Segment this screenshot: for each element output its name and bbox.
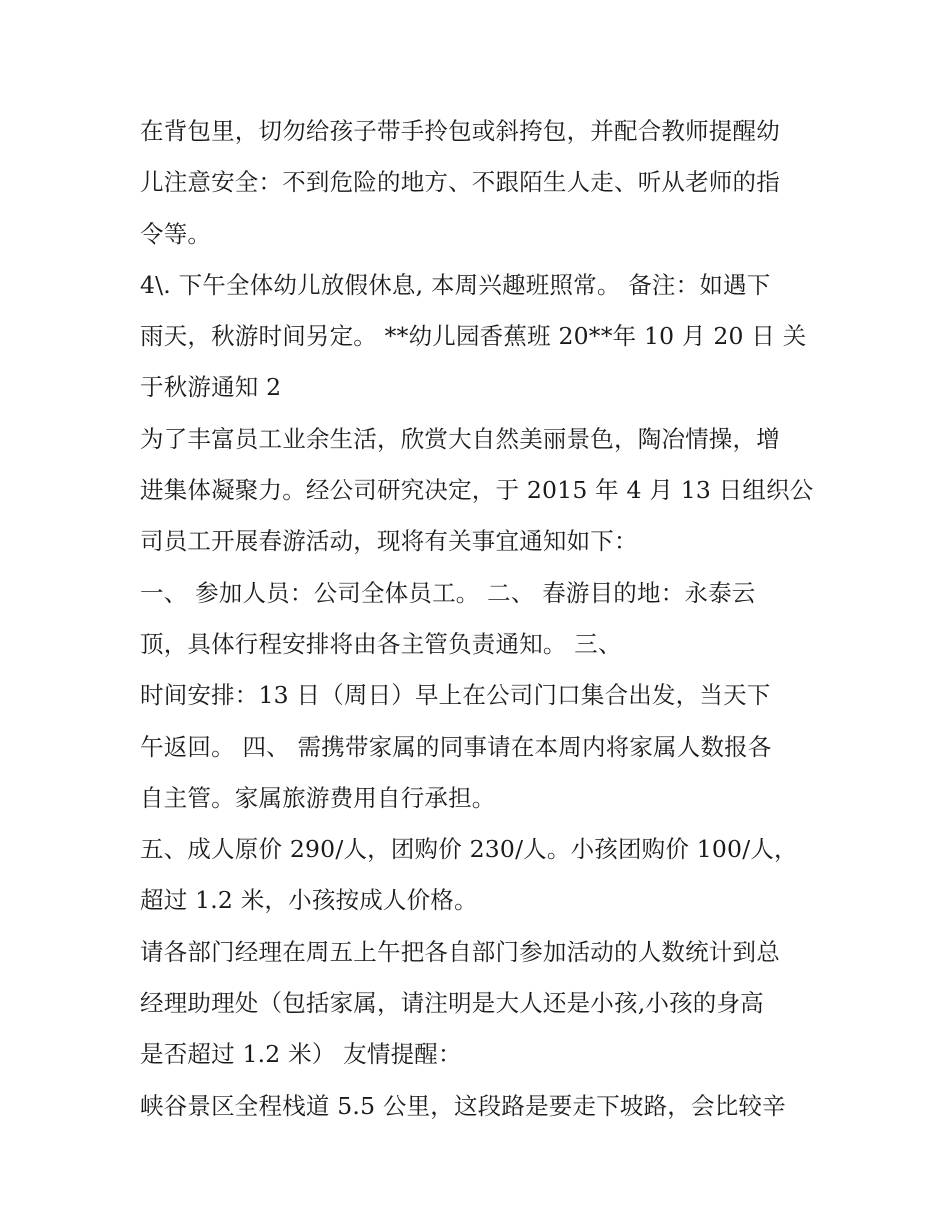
text-line-20: 峡谷景区全程栈道 5.5 公里，这段路是要走下坡路，会比较辛 bbox=[140, 1091, 786, 1120]
text-line-8: 进集体凝聚力。经公司研究决定，于 2015 年 4 月 13 日组织公 bbox=[140, 476, 814, 505]
text-line-3: 令等。 bbox=[140, 219, 212, 248]
text-line-17: 请各部门经理在周五上午把各自部门参加活动的人数统计到总 bbox=[140, 937, 780, 966]
text-line-4: 4\. 下午全体幼儿放假休息, 本周兴趣班照常。 备注：如遇下 bbox=[140, 270, 771, 299]
text-line-18: 经理助理处（包括家属，请注明是大人还是小孩,小孩的身高 bbox=[140, 989, 764, 1018]
text-line-2: 儿注意安全：不到危险的地方、不跟陌生人走、听从老师的指 bbox=[140, 168, 780, 197]
document-body bbox=[140, 106, 820, 1132]
text-line-15: 五、成人原价 290/人，团购价 230/人。小孩团购价 100/人， bbox=[140, 835, 798, 864]
text-line-10: 一、 参加人员：公司全体员工。 二、 春游目的地：永泰云 bbox=[140, 578, 756, 607]
text-line-14: 自主管。家属旅游费用自行承担。 bbox=[140, 783, 496, 812]
text-line-7: 为了丰富员工业余生活，欣赏大自然美丽景色，陶冶情操，增 bbox=[140, 424, 780, 453]
text-line-11: 顶，具体行程安排将由各主管负责通知。 三、 bbox=[140, 629, 622, 658]
text-line-16: 超过 1.2 米，小孩按成人价格。 bbox=[140, 886, 478, 915]
text-line-5: 雨天，秋游时间另定。 **幼儿园香蕉班 20**年 10 月 20 日 关 bbox=[140, 322, 807, 351]
text-line-19: 是否超过 1.2 米） 友情提醒： bbox=[140, 1040, 462, 1069]
text-line-13: 午返回。 四、 需携带家属的同事请在本周内将家属人数报各 bbox=[140, 732, 772, 761]
text-line-1: 在背包里，切勿给孩子带手拎包或斜挎包，并配合教师提醒幼 bbox=[140, 117, 780, 145]
text-line-9: 司员工开展春游活动，现将有关事宜通知如下： bbox=[140, 527, 638, 556]
text-line-6: 于秋游通知 2 bbox=[140, 373, 282, 402]
text-line-12: 时间安排：13 日（周日）早上在公司门口集合出发，当天下 bbox=[140, 681, 771, 710]
